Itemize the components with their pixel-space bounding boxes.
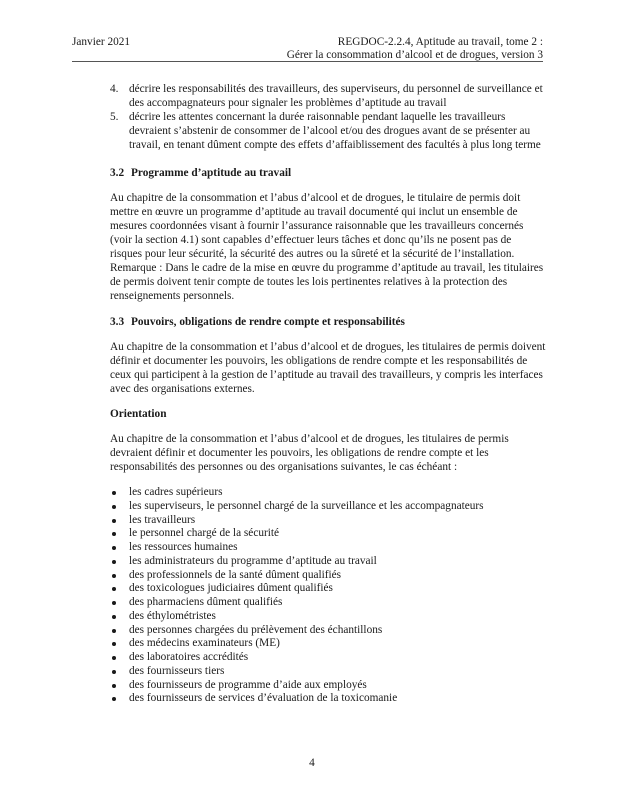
header-title-line-1: REGDOC-2.2.4, Aptitude au travail, tome 2 :: [337, 36, 543, 48]
section-number: 3.3: [110, 316, 125, 328]
section-heading-3-2: [110, 166, 546, 180]
page-content: [110, 82, 546, 706]
item-text: décrire les responsabilités des travailleurs, des superviseurs, du personnel de surveillance et des accompagnateurs pour signaler les problèmes d’aptitude au travail: [129, 83, 543, 109]
page-header: [72, 36, 543, 62]
bullet-item: des médecins examinateurs (ME): [110, 637, 546, 651]
item-number: 5.: [110, 111, 119, 123]
numbered-item: [110, 82, 546, 110]
header-date: Janvier 2021: [72, 36, 131, 48]
bullet-item: les administrateurs du programme d’aptitude au travail: [110, 555, 546, 569]
header-document-title: [287, 36, 543, 62]
orientation-bullet-list: [110, 486, 546, 706]
orientation-paragraph: Au chapitre de la consommation et l’abus d’alcool et de drogues, les titulaires de permis devraient définir et documenter les pouvoirs, les obligations de rendre compte et les responsabilités des personnes ou des organisations suivantes, le cas échéant :: [110, 433, 509, 473]
item-text: décrire les attentes concernant la durée raisonnable pendant laquelle les travailleurs devraient s’abstenir de consommer de l’alcool et/ou des drogues avant de se présenter au travail, en tenant dûment compte des effets d’affaiblissement des facultés à plus long terme: [129, 111, 541, 151]
bullet-item: les cadres supérieurs: [110, 486, 546, 500]
page-number: 4: [309, 757, 315, 769]
bullet-item: des toxicologues judiciaires dûment qualifiés: [110, 582, 546, 596]
bullet-item: des personnes chargées du prélèvement des échantillons: [110, 624, 546, 638]
section-title: Programme d’aptitude au travail: [131, 167, 292, 179]
numbered-list: [110, 82, 546, 152]
bullet-item: des fournisseurs de services d’évaluation de la toxicomanie: [110, 692, 546, 706]
orientation-heading: Orientation: [110, 408, 167, 420]
bullet-item: des professionnels de la santé dûment qualifiés: [110, 569, 546, 583]
header-title-line-2: Gérer la consommation d’alcool et de drogues, version 3: [286, 49, 543, 61]
bullet-item: des fournisseurs tiers: [110, 665, 546, 679]
bullet-item: les superviseurs, le personnel chargé de la surveillance et les accompagnateurs: [110, 500, 546, 514]
bullet-item: des laboratoires accrédités: [110, 651, 546, 665]
numbered-item: [110, 110, 546, 152]
section-number: 3.2: [110, 167, 125, 179]
section-3-3-paragraph: Au chapitre de la consommation et l’abus d’alcool et de drogues, les titulaires de permis doivent définir et documenter les pouvoirs, les obligations de rendre compte et les responsabilités de ceux qui participent à la gestion de l’aptitude au travail des travailleurs, y compris les interfaces avec des organisations externes.: [110, 341, 546, 395]
bullet-item: le personnel chargé de la sécurité: [110, 527, 546, 541]
section-heading-3-3: [110, 315, 546, 329]
bullet-item: des pharmaciens dûment qualifiés: [110, 596, 546, 610]
bullet-item: les ressources humaines: [110, 541, 546, 555]
section-title: Pouvoirs, obligations de rendre compte et responsabilités: [131, 316, 405, 328]
bullet-item: les travailleurs: [110, 514, 546, 528]
section-3-2-paragraph: Au chapitre de la consommation et l’abus d’alcool et de drogues, le titulaire de permis doit mettre en œuvre un programme d’aptitude au travail documenté qui inclut un ensemble de mesures coordonnées visant à fournir l’assurance raisonnable que les travailleurs concernés (voir la section 4.1) sont capables d’effectuer leurs tâches et donc qu’ils ne posent pas de risques pour leur sécurité, la sécurité des autres ou la sûreté et la sécurité de l’installation. Remarque : Dans le cadre de la mise en œuvre du programme d’aptitude au travail, les titulaires de permis doivent tenir compte de toutes les lois pertinentes relatives à la protection des renseignements personnels.: [110, 192, 544, 302]
bullet-item: des fournisseurs de programme d’aide aux employés: [110, 679, 546, 693]
item-number: 4.: [110, 83, 119, 95]
bullet-item: des éthylométristes: [110, 610, 546, 624]
